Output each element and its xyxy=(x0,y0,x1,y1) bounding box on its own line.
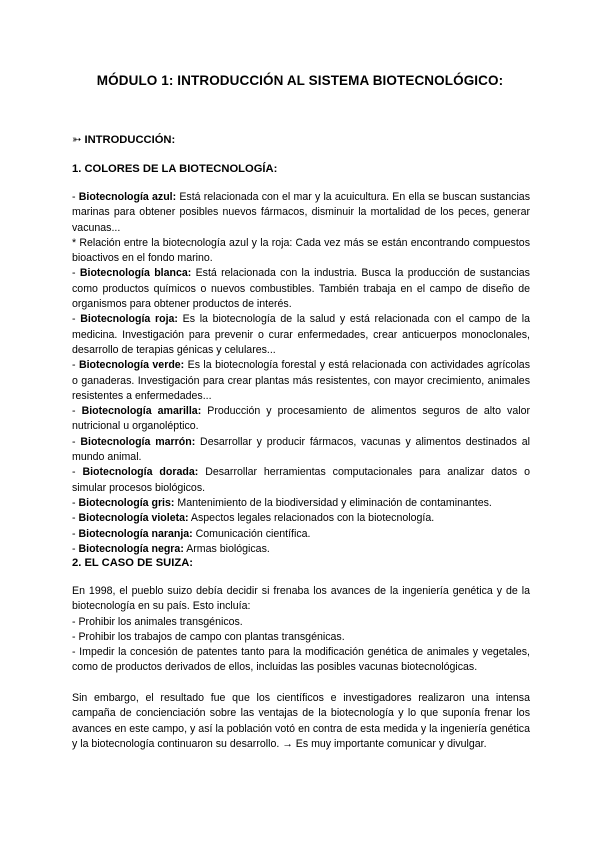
list-item: - Biotecnología roja: Es la biotecnología de la salud y está relacionada con el campo de la medicina. Investigación para prevenir o curar enfermedades, crear anticuerpos monoclonales, desarrollo de terapias génicas y celulares... xyxy=(72,313,530,356)
list-item: - Impedir la concesión de patentes tanto para la modificación genética de animales y vegetales, como de productos derivados de ellos, incluidas las posibles vacunas biotecnológicas. xyxy=(72,646,530,674)
list-item: - Biotecnología marrón: Desarrollar y producir fármacos, vacunas y alimentos destinados al mundo animal. xyxy=(72,435,530,464)
suiza-section xyxy=(72,584,530,752)
section2-intro: En 1998, el pueblo suizo debía decidir si frenaba los avances de la ingeniería genética y de la biotecnología en su país. Esto incluía: xyxy=(72,585,530,613)
section2-heading: 2. EL CASO DE SUIZA: xyxy=(72,557,194,569)
list-item: - Biotecnología dorada: Desarrollar herramientas computacionales para analizar datos o simular procesos biológicos. xyxy=(72,466,530,494)
list-item: - Biotecnología verde: Es la biotecnología forestal y está relacionada con actividades agrícolas o ganaderas. Investigación para crear plantas más resistentes, con mayor crecimiento, animales resistentes a enfermedades... xyxy=(72,359,530,402)
list-item: - Prohibir los animales transgénicos. xyxy=(72,615,243,628)
section1-heading: 1. COLORES DE LA BIOTECNOLOGÍA: xyxy=(72,163,278,175)
list-item: - Biotecnología gris: Mantenimiento de la biodiversidad y eliminación de contaminantes. xyxy=(72,496,492,509)
list-item: * Relación entre la biotecnología azul y la roja: Cada vez más se están encontrando compuestos bioactivos en el fondo marino. xyxy=(72,236,530,265)
list-item: - Biotecnología naranja: Comunicación científica. xyxy=(72,527,311,540)
page-title: MÓDULO 1: INTRODUCCIÓN AL SISTEMA BIOTECNOLÓGICO: xyxy=(96,73,504,88)
list-item: - Biotecnología negra: Armas biológicas. xyxy=(72,542,270,555)
list-item: - Biotecnología blanca: Está relacionada con la industria. Busca la producción de sustancias como productos químicos o nuevos combustibles. También trabaja en el campo de diseño de organismos para obtener productos de interés. xyxy=(72,267,530,311)
list-item: - Biotecnología azul: Está relacionada con el mar y la acuicultura. En ella se buscan sustancias marinas para obtener posibles nuevos fármacos, disminuir la mortalidad de los peces, generar vacunas... xyxy=(72,191,530,234)
list-item: - Prohibir los trabajos de campo con plantas transgénicas. xyxy=(72,630,345,643)
list-item: - Biotecnología amarilla: Producción y procesamiento de alimentos seguros de alto valor nutricional u organoléptico. xyxy=(72,405,530,433)
section2-conclusion: Sin embargo, el resultado fue que los científicos e investigadores realizaron una intensa campaña de concienciación sobre las ventajas de la biotecnología y lo que suponía frenar los avances en este campo, y así la población votó en contra de esta medida y la ingeniería genética y la biotecnología continuaron su desarrollo. → Es muy importante comunicar y divulgar. xyxy=(72,692,530,750)
list-item: - Biotecnología violeta: Aspectos legales relacionados con la biotecnología. xyxy=(72,512,435,525)
intro-heading: ➳ INTRODUCCIÓN: xyxy=(72,134,176,146)
biotech-colors-list xyxy=(72,190,530,557)
